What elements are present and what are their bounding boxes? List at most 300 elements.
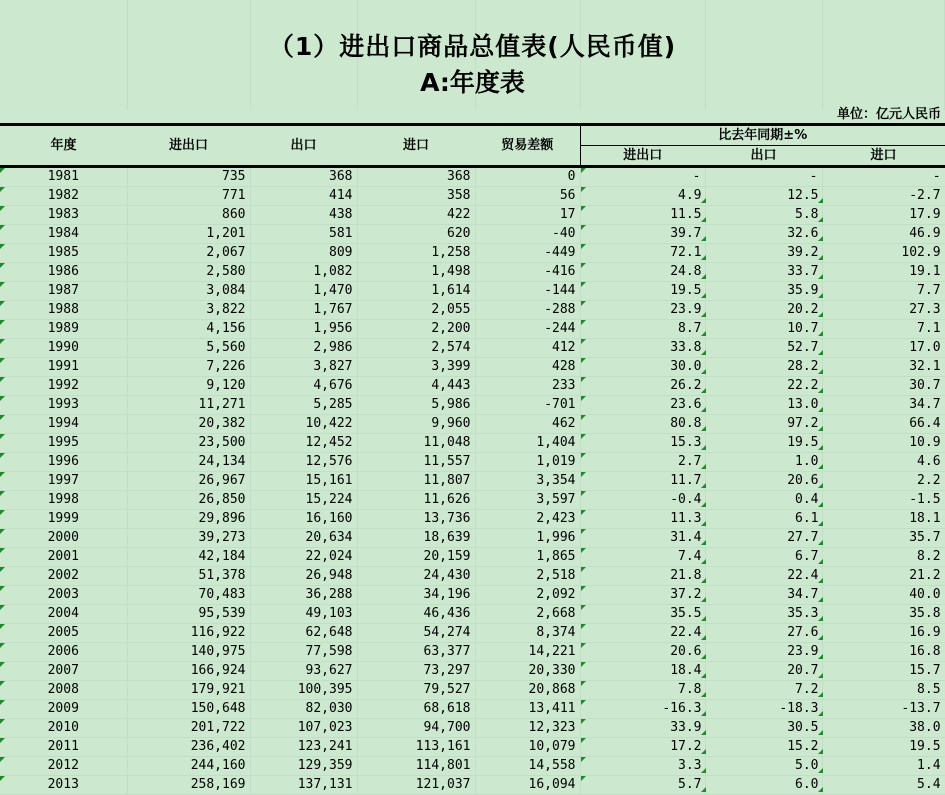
cell-import[interactable]: 4,443: [357, 377, 475, 396]
cell-yoy-export[interactable]: 13.0: [705, 396, 822, 415]
cell-year[interactable]: 2010: [0, 719, 127, 738]
cell-total[interactable]: 258,169: [127, 776, 250, 795]
cell-year[interactable]: 2013: [0, 776, 127, 795]
cell-yoy-import[interactable]: 32.1: [822, 358, 945, 377]
cell-total[interactable]: 2,580: [127, 263, 250, 282]
cell-year[interactable]: 2012: [0, 757, 127, 776]
cell-year[interactable]: 1993: [0, 396, 127, 415]
cell-yoy-export[interactable]: -: [705, 167, 822, 187]
cell-export[interactable]: 20,634: [250, 529, 357, 548]
cell-import[interactable]: 54,274: [357, 624, 475, 643]
cell-balance[interactable]: 3,354: [475, 472, 580, 491]
cell-year[interactable]: 1983: [0, 206, 127, 225]
cell-import[interactable]: 24,430: [357, 567, 475, 586]
cell-export[interactable]: 100,395: [250, 681, 357, 700]
cell-yoy-export[interactable]: 6.7: [705, 548, 822, 567]
cell-yoy-import[interactable]: 46.9: [822, 225, 945, 244]
cell-export[interactable]: 26,948: [250, 567, 357, 586]
table-row[interactable]: [0, 434, 945, 453]
table-row[interactable]: [0, 624, 945, 643]
table-row[interactable]: [0, 301, 945, 320]
cell-yoy-total[interactable]: 3.3: [580, 757, 705, 776]
cell-export[interactable]: 809: [250, 244, 357, 263]
cell-export[interactable]: 123,241: [250, 738, 357, 757]
cell-year[interactable]: 2004: [0, 605, 127, 624]
cell-year[interactable]: 1991: [0, 358, 127, 377]
cell-export[interactable]: 368: [250, 167, 357, 187]
cell-yoy-import[interactable]: 102.9: [822, 244, 945, 263]
cell-export[interactable]: 82,030: [250, 700, 357, 719]
cell-yoy-total[interactable]: 33.9: [580, 719, 705, 738]
cell-year[interactable]: 1981: [0, 167, 127, 187]
cell-balance[interactable]: -701: [475, 396, 580, 415]
table-row[interactable]: [0, 206, 945, 225]
cell-total[interactable]: 860: [127, 206, 250, 225]
cell-export[interactable]: 22,024: [250, 548, 357, 567]
table-row[interactable]: [0, 225, 945, 244]
cell-total[interactable]: 7,226: [127, 358, 250, 377]
cell-total[interactable]: 26,967: [127, 472, 250, 491]
cell-year[interactable]: 2009: [0, 700, 127, 719]
cell-import[interactable]: 13,736: [357, 510, 475, 529]
cell-export[interactable]: 62,648: [250, 624, 357, 643]
cell-export[interactable]: 16,160: [250, 510, 357, 529]
cell-import[interactable]: 114,801: [357, 757, 475, 776]
cell-yoy-total[interactable]: 8.7: [580, 320, 705, 339]
cell-import[interactable]: 422: [357, 206, 475, 225]
cell-export[interactable]: 3,827: [250, 358, 357, 377]
cell-total[interactable]: 26,850: [127, 491, 250, 510]
cell-total[interactable]: 20,382: [127, 415, 250, 434]
table-row[interactable]: [0, 244, 945, 263]
cell-yoy-import[interactable]: 19.1: [822, 263, 945, 282]
cell-import[interactable]: 34,196: [357, 586, 475, 605]
cell-total[interactable]: 140,975: [127, 643, 250, 662]
cell-yoy-total[interactable]: 72.1: [580, 244, 705, 263]
cell-balance[interactable]: 3,597: [475, 491, 580, 510]
cell-yoy-export[interactable]: 35.9: [705, 282, 822, 301]
cell-total[interactable]: 2,067: [127, 244, 250, 263]
cell-total[interactable]: 3,822: [127, 301, 250, 320]
cell-yoy-total[interactable]: 80.8: [580, 415, 705, 434]
cell-yoy-export[interactable]: 12.5: [705, 187, 822, 206]
cell-balance[interactable]: 233: [475, 377, 580, 396]
cell-yoy-export[interactable]: 20.6: [705, 472, 822, 491]
cell-year[interactable]: 1984: [0, 225, 127, 244]
cell-yoy-export[interactable]: 19.5: [705, 434, 822, 453]
cell-export[interactable]: 2,986: [250, 339, 357, 358]
cell-yoy-export[interactable]: 39.2: [705, 244, 822, 263]
cell-yoy-import[interactable]: 34.7: [822, 396, 945, 415]
cell-yoy-total[interactable]: 23.6: [580, 396, 705, 415]
cell-balance[interactable]: -416: [475, 263, 580, 282]
cell-yoy-export[interactable]: 97.2: [705, 415, 822, 434]
table-row[interactable]: [0, 187, 945, 206]
cell-total[interactable]: 95,539: [127, 605, 250, 624]
cell-yoy-total[interactable]: 19.5: [580, 282, 705, 301]
cell-balance[interactable]: 14,558: [475, 757, 580, 776]
cell-year[interactable]: 2000: [0, 529, 127, 548]
cell-total[interactable]: 1,201: [127, 225, 250, 244]
cell-total[interactable]: 244,160: [127, 757, 250, 776]
cell-yoy-import[interactable]: 16.9: [822, 624, 945, 643]
cell-yoy-total[interactable]: 37.2: [580, 586, 705, 605]
cell-import[interactable]: 11,807: [357, 472, 475, 491]
table-row[interactable]: [0, 719, 945, 738]
cell-yoy-import[interactable]: 15.7: [822, 662, 945, 681]
table-row[interactable]: [0, 700, 945, 719]
cell-yoy-import[interactable]: 4.6: [822, 453, 945, 472]
table-row[interactable]: [0, 358, 945, 377]
cell-import[interactable]: 121,037: [357, 776, 475, 795]
cell-yoy-export[interactable]: 0.4: [705, 491, 822, 510]
cell-yoy-export[interactable]: 6.1: [705, 510, 822, 529]
cell-import[interactable]: 79,527: [357, 681, 475, 700]
cell-balance[interactable]: 2,423: [475, 510, 580, 529]
cell-year[interactable]: 1997: [0, 472, 127, 491]
cell-year[interactable]: 1982: [0, 187, 127, 206]
cell-balance[interactable]: -40: [475, 225, 580, 244]
cell-yoy-export[interactable]: 22.2: [705, 377, 822, 396]
cell-total[interactable]: 39,273: [127, 529, 250, 548]
cell-total[interactable]: 201,722: [127, 719, 250, 738]
cell-total[interactable]: 4,156: [127, 320, 250, 339]
cell-year[interactable]: 1998: [0, 491, 127, 510]
table-row[interactable]: [0, 491, 945, 510]
table-row[interactable]: [0, 662, 945, 681]
cell-yoy-import[interactable]: -13.7: [822, 700, 945, 719]
cell-yoy-total[interactable]: 20.6: [580, 643, 705, 662]
cell-year[interactable]: 2003: [0, 586, 127, 605]
cell-total[interactable]: 116,922: [127, 624, 250, 643]
cell-yoy-import[interactable]: 40.0: [822, 586, 945, 605]
cell-export[interactable]: 1,767: [250, 301, 357, 320]
cell-total[interactable]: 771: [127, 187, 250, 206]
cell-export[interactable]: 77,598: [250, 643, 357, 662]
cell-yoy-import[interactable]: 66.4: [822, 415, 945, 434]
cell-import[interactable]: 113,161: [357, 738, 475, 757]
cell-export[interactable]: 49,103: [250, 605, 357, 624]
cell-year[interactable]: 2005: [0, 624, 127, 643]
cell-yoy-import[interactable]: 8.2: [822, 548, 945, 567]
cell-yoy-total[interactable]: 24.8: [580, 263, 705, 282]
cell-export[interactable]: 1,470: [250, 282, 357, 301]
cell-year[interactable]: 2011: [0, 738, 127, 757]
cell-import[interactable]: 11,048: [357, 434, 475, 453]
cell-import[interactable]: 18,639: [357, 529, 475, 548]
cell-yoy-total[interactable]: -: [580, 167, 705, 187]
cell-export[interactable]: 1,082: [250, 263, 357, 282]
cell-yoy-total[interactable]: 23.9: [580, 301, 705, 320]
table-row[interactable]: [0, 282, 945, 301]
cell-yoy-total[interactable]: 35.5: [580, 605, 705, 624]
cell-balance[interactable]: 428: [475, 358, 580, 377]
cell-yoy-import[interactable]: 10.9: [822, 434, 945, 453]
cell-import[interactable]: 368: [357, 167, 475, 187]
cell-balance[interactable]: 10,079: [475, 738, 580, 757]
cell-import[interactable]: 20,159: [357, 548, 475, 567]
table-row[interactable]: [0, 529, 945, 548]
cell-yoy-import[interactable]: -1.5: [822, 491, 945, 510]
cell-yoy-total[interactable]: 30.0: [580, 358, 705, 377]
cell-yoy-total[interactable]: 26.2: [580, 377, 705, 396]
cell-import[interactable]: 73,297: [357, 662, 475, 681]
cell-yoy-import[interactable]: 8.5: [822, 681, 945, 700]
cell-balance[interactable]: 2,518: [475, 567, 580, 586]
cell-yoy-total[interactable]: 18.4: [580, 662, 705, 681]
cell-year[interactable]: 1996: [0, 453, 127, 472]
table-row[interactable]: [0, 396, 945, 415]
cell-balance[interactable]: -288: [475, 301, 580, 320]
cell-yoy-import[interactable]: 1.4: [822, 757, 945, 776]
cell-balance[interactable]: 20,330: [475, 662, 580, 681]
table-row[interactable]: [0, 263, 945, 282]
table-row[interactable]: [0, 510, 945, 529]
cell-yoy-export[interactable]: 27.7: [705, 529, 822, 548]
cell-import[interactable]: 3,399: [357, 358, 475, 377]
cell-balance[interactable]: 1,996: [475, 529, 580, 548]
table-row[interactable]: [0, 757, 945, 776]
cell-yoy-import[interactable]: 21.2: [822, 567, 945, 586]
cell-yoy-total[interactable]: 4.9: [580, 187, 705, 206]
cell-export[interactable]: 15,161: [250, 472, 357, 491]
cell-import[interactable]: 46,436: [357, 605, 475, 624]
cell-yoy-total[interactable]: 11.7: [580, 472, 705, 491]
cell-import[interactable]: 358: [357, 187, 475, 206]
cell-yoy-total[interactable]: -16.3: [580, 700, 705, 719]
cell-yoy-export[interactable]: 7.2: [705, 681, 822, 700]
cell-total[interactable]: 5,560: [127, 339, 250, 358]
cell-balance[interactable]: 1,865: [475, 548, 580, 567]
cell-yoy-import[interactable]: 30.7: [822, 377, 945, 396]
cell-yoy-import[interactable]: -2.7: [822, 187, 945, 206]
cell-yoy-import[interactable]: 5.4: [822, 776, 945, 795]
cell-balance[interactable]: 462: [475, 415, 580, 434]
cell-year[interactable]: 2001: [0, 548, 127, 567]
cell-balance[interactable]: 12,323: [475, 719, 580, 738]
cell-yoy-export[interactable]: 20.2: [705, 301, 822, 320]
cell-total[interactable]: 179,921: [127, 681, 250, 700]
cell-total[interactable]: 150,648: [127, 700, 250, 719]
cell-import[interactable]: 11,557: [357, 453, 475, 472]
cell-yoy-total[interactable]: 39.7: [580, 225, 705, 244]
cell-year[interactable]: 1985: [0, 244, 127, 263]
cell-import[interactable]: 94,700: [357, 719, 475, 738]
cell-total[interactable]: 51,378: [127, 567, 250, 586]
cell-balance[interactable]: 13,411: [475, 700, 580, 719]
cell-year[interactable]: 1992: [0, 377, 127, 396]
cell-yoy-total[interactable]: 7.4: [580, 548, 705, 567]
cell-yoy-export[interactable]: 15.2: [705, 738, 822, 757]
cell-balance[interactable]: 1,404: [475, 434, 580, 453]
cell-export[interactable]: 129,359: [250, 757, 357, 776]
cell-yoy-total[interactable]: 2.7: [580, 453, 705, 472]
cell-yoy-export[interactable]: 30.5: [705, 719, 822, 738]
cell-total[interactable]: 236,402: [127, 738, 250, 757]
cell-import[interactable]: 68,618: [357, 700, 475, 719]
cell-import[interactable]: 5,986: [357, 396, 475, 415]
cell-balance[interactable]: 17: [475, 206, 580, 225]
cell-yoy-export[interactable]: 52.7: [705, 339, 822, 358]
cell-balance[interactable]: -244: [475, 320, 580, 339]
cell-export[interactable]: 10,422: [250, 415, 357, 434]
table-row[interactable]: [0, 776, 945, 795]
cell-import[interactable]: 2,055: [357, 301, 475, 320]
cell-yoy-export[interactable]: 32.6: [705, 225, 822, 244]
cell-yoy-export[interactable]: 34.7: [705, 586, 822, 605]
cell-import[interactable]: 620: [357, 225, 475, 244]
table-row[interactable]: [0, 567, 945, 586]
cell-export[interactable]: 414: [250, 187, 357, 206]
cell-yoy-export[interactable]: 23.9: [705, 643, 822, 662]
cell-import[interactable]: 1,614: [357, 282, 475, 301]
cell-year[interactable]: 1990: [0, 339, 127, 358]
cell-export[interactable]: 12,452: [250, 434, 357, 453]
header-yoy-total: 进出口: [580, 146, 705, 167]
cell-year[interactable]: 2006: [0, 643, 127, 662]
table-row[interactable]: [0, 605, 945, 624]
cell-yoy-export[interactable]: 1.0: [705, 453, 822, 472]
cell-yoy-import[interactable]: 27.3: [822, 301, 945, 320]
cell-balance[interactable]: 2,092: [475, 586, 580, 605]
cell-year[interactable]: 2007: [0, 662, 127, 681]
cell-yoy-total[interactable]: 31.4: [580, 529, 705, 548]
cell-yoy-total[interactable]: 11.3: [580, 510, 705, 529]
cell-total[interactable]: 42,184: [127, 548, 250, 567]
cell-yoy-export[interactable]: 33.7: [705, 263, 822, 282]
cell-year[interactable]: 1999: [0, 510, 127, 529]
cell-year[interactable]: 2008: [0, 681, 127, 700]
cell-year[interactable]: 1987: [0, 282, 127, 301]
cell-yoy-export[interactable]: 22.4: [705, 567, 822, 586]
cell-yoy-total[interactable]: 5.7: [580, 776, 705, 795]
cell-export[interactable]: 4,676: [250, 377, 357, 396]
cell-year[interactable]: 1988: [0, 301, 127, 320]
cell-yoy-import[interactable]: 18.1: [822, 510, 945, 529]
cell-yoy-export[interactable]: 27.6: [705, 624, 822, 643]
cell-yoy-export[interactable]: 28.2: [705, 358, 822, 377]
table-row[interactable]: [0, 472, 945, 491]
cell-total[interactable]: 11,271: [127, 396, 250, 415]
cell-export[interactable]: 581: [250, 225, 357, 244]
cell-year[interactable]: 2002: [0, 567, 127, 586]
cell-total[interactable]: 29,896: [127, 510, 250, 529]
cell-balance[interactable]: 56: [475, 187, 580, 206]
cell-import[interactable]: 9,960: [357, 415, 475, 434]
cell-total[interactable]: 9,120: [127, 377, 250, 396]
cell-yoy-total[interactable]: 22.4: [580, 624, 705, 643]
cell-total[interactable]: 3,084: [127, 282, 250, 301]
cell-import[interactable]: 1,498: [357, 263, 475, 282]
cell-import[interactable]: 2,200: [357, 320, 475, 339]
cell-yoy-import[interactable]: 38.0: [822, 719, 945, 738]
header-export: 出口: [250, 125, 357, 167]
cell-yoy-import[interactable]: 2.2: [822, 472, 945, 491]
table-row[interactable]: [0, 167, 945, 187]
cell-export[interactable]: 107,023: [250, 719, 357, 738]
cell-balance[interactable]: 14,221: [475, 643, 580, 662]
cell-yoy-import[interactable]: -: [822, 167, 945, 187]
cell-import[interactable]: 2,574: [357, 339, 475, 358]
cell-export[interactable]: 36,288: [250, 586, 357, 605]
cell-yoy-import[interactable]: 16.8: [822, 643, 945, 662]
table-row[interactable]: [0, 738, 945, 757]
cell-yoy-export[interactable]: -18.3: [705, 700, 822, 719]
cell-yoy-import[interactable]: 7.1: [822, 320, 945, 339]
cell-balance[interactable]: 8,374: [475, 624, 580, 643]
cell-yoy-export[interactable]: 10.7: [705, 320, 822, 339]
cell-total[interactable]: 166,924: [127, 662, 250, 681]
cell-balance[interactable]: 2,668: [475, 605, 580, 624]
cell-import[interactable]: 63,377: [357, 643, 475, 662]
table-row[interactable]: [0, 453, 945, 472]
cell-balance[interactable]: 412: [475, 339, 580, 358]
table-row[interactable]: [0, 586, 945, 605]
cell-yoy-import[interactable]: 35.8: [822, 605, 945, 624]
cell-export[interactable]: 5,285: [250, 396, 357, 415]
cell-import[interactable]: 1,258: [357, 244, 475, 263]
cell-total[interactable]: 70,483: [127, 586, 250, 605]
cell-balance[interactable]: 20,868: [475, 681, 580, 700]
cell-yoy-import[interactable]: 7.7: [822, 282, 945, 301]
cell-export[interactable]: 12,576: [250, 453, 357, 472]
cell-yoy-total[interactable]: 33.8: [580, 339, 705, 358]
cell-yoy-total[interactable]: 7.8: [580, 681, 705, 700]
header-year: 年度: [0, 125, 127, 167]
table-row[interactable]: [0, 320, 945, 339]
cell-year[interactable]: 1994: [0, 415, 127, 434]
cell-export[interactable]: 438: [250, 206, 357, 225]
cell-yoy-export[interactable]: 5.8: [705, 206, 822, 225]
table-row[interactable]: [0, 339, 945, 358]
cell-yoy-export[interactable]: 6.0: [705, 776, 822, 795]
cell-balance[interactable]: -144: [475, 282, 580, 301]
cell-year[interactable]: 1986: [0, 263, 127, 282]
cell-year[interactable]: 1995: [0, 434, 127, 453]
cell-balance[interactable]: 1,019: [475, 453, 580, 472]
table-row[interactable]: [0, 681, 945, 700]
cell-yoy-import[interactable]: 35.7: [822, 529, 945, 548]
cell-yoy-total[interactable]: 21.8: [580, 567, 705, 586]
cell-yoy-export[interactable]: 20.7: [705, 662, 822, 681]
table-row[interactable]: [0, 415, 945, 434]
cell-total[interactable]: 23,500: [127, 434, 250, 453]
cell-yoy-total[interactable]: 11.5: [580, 206, 705, 225]
cell-export[interactable]: 1,956: [250, 320, 357, 339]
cell-yoy-import[interactable]: 17.0: [822, 339, 945, 358]
cell-export[interactable]: 137,131: [250, 776, 357, 795]
cell-balance[interactable]: 16,094: [475, 776, 580, 795]
cell-yoy-total[interactable]: -0.4: [580, 491, 705, 510]
table-row[interactable]: [0, 377, 945, 396]
cell-balance[interactable]: 0: [475, 167, 580, 187]
cell-yoy-import[interactable]: 19.5: [822, 738, 945, 757]
cell-export[interactable]: 15,224: [250, 491, 357, 510]
cell-total[interactable]: 735: [127, 167, 250, 187]
cell-year[interactable]: 1989: [0, 320, 127, 339]
cell-balance[interactable]: -449: [475, 244, 580, 263]
cell-yoy-export[interactable]: 5.0: [705, 757, 822, 776]
cell-yoy-total[interactable]: 15.3: [580, 434, 705, 453]
cell-yoy-import[interactable]: 17.9: [822, 206, 945, 225]
cell-import[interactable]: 11,626: [357, 491, 475, 510]
table-row[interactable]: [0, 548, 945, 567]
cell-export[interactable]: 93,627: [250, 662, 357, 681]
cell-yoy-total[interactable]: 17.2: [580, 738, 705, 757]
cell-total[interactable]: 24,134: [127, 453, 250, 472]
cell-yoy-export[interactable]: 35.3: [705, 605, 822, 624]
table-row[interactable]: [0, 643, 945, 662]
